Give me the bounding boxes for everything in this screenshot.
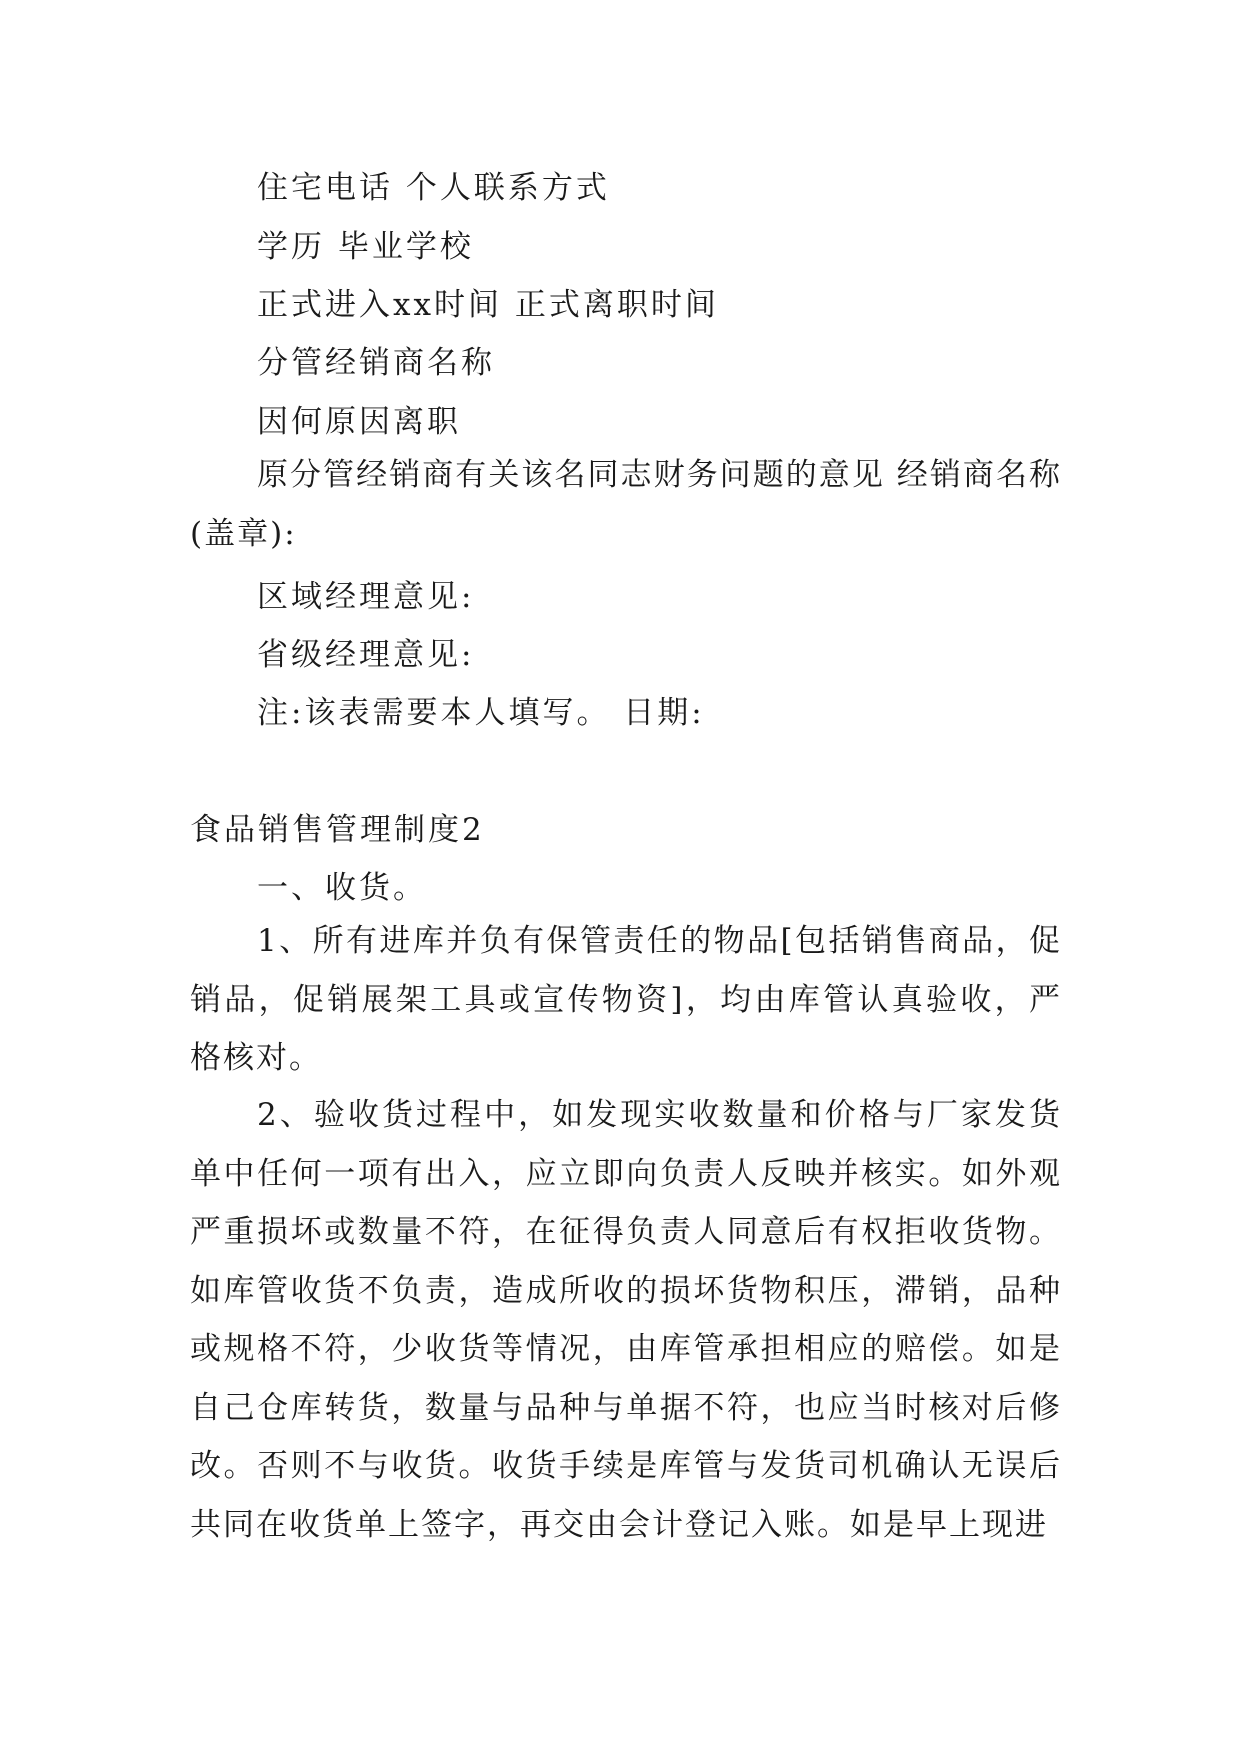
section-heading: 一、收货。 bbox=[257, 870, 427, 906]
note-and-date: 注:该表需要本人填写。 日期: bbox=[257, 695, 705, 731]
provincial-manager-opinion: 省级经理意见: bbox=[257, 637, 475, 673]
form-line-dates: 正式进入xx时间 正式离职时间 bbox=[257, 287, 719, 323]
section-paragraph-2: 2、验收货过程中，如发现实收数量和价格与厂家发货单中任何一项有出入，应立即向负责人反映并核实。如外观严重损坏或数量不符，在征得负责人同意后有权拒收货物。如库管收货不负责，造成所收的损坏货物积压，滞销，品种或规格不符，少收货等情况，由库管承担相应的赔偿。如是自己仓库转货，数量与品种与单据不符，也应当时核对后修改。否则不与收货。收货手续是库管与发货司机确认无误后共同在收货单上签字，再交由会计登记入账。如是早上现进 bbox=[190, 1097, 1062, 1543]
form-line-leave-reason: 因何原因离职 bbox=[257, 404, 461, 440]
dealer-opinion-paragraph: 原分管经销商有关该名同志财务问题的意见 经销商名称(盖章): bbox=[190, 457, 1062, 552]
form-line-dealer-name: 分管经销商名称 bbox=[257, 345, 495, 381]
section-title: 食品销售管理制度2 bbox=[190, 812, 485, 848]
form-line-education: 学历 毕业学校 bbox=[257, 229, 474, 265]
regional-manager-opinion: 区域经理意见: bbox=[257, 579, 475, 615]
section-paragraph-1: 1、所有进库并负有保管责任的物品[包括销售商品，促销品，促销展架工具或宣传物资]，均由库管认真验收，严格核对。 bbox=[190, 923, 1062, 1076]
form-line-phone: 住宅电话 个人联系方式 bbox=[257, 170, 610, 206]
